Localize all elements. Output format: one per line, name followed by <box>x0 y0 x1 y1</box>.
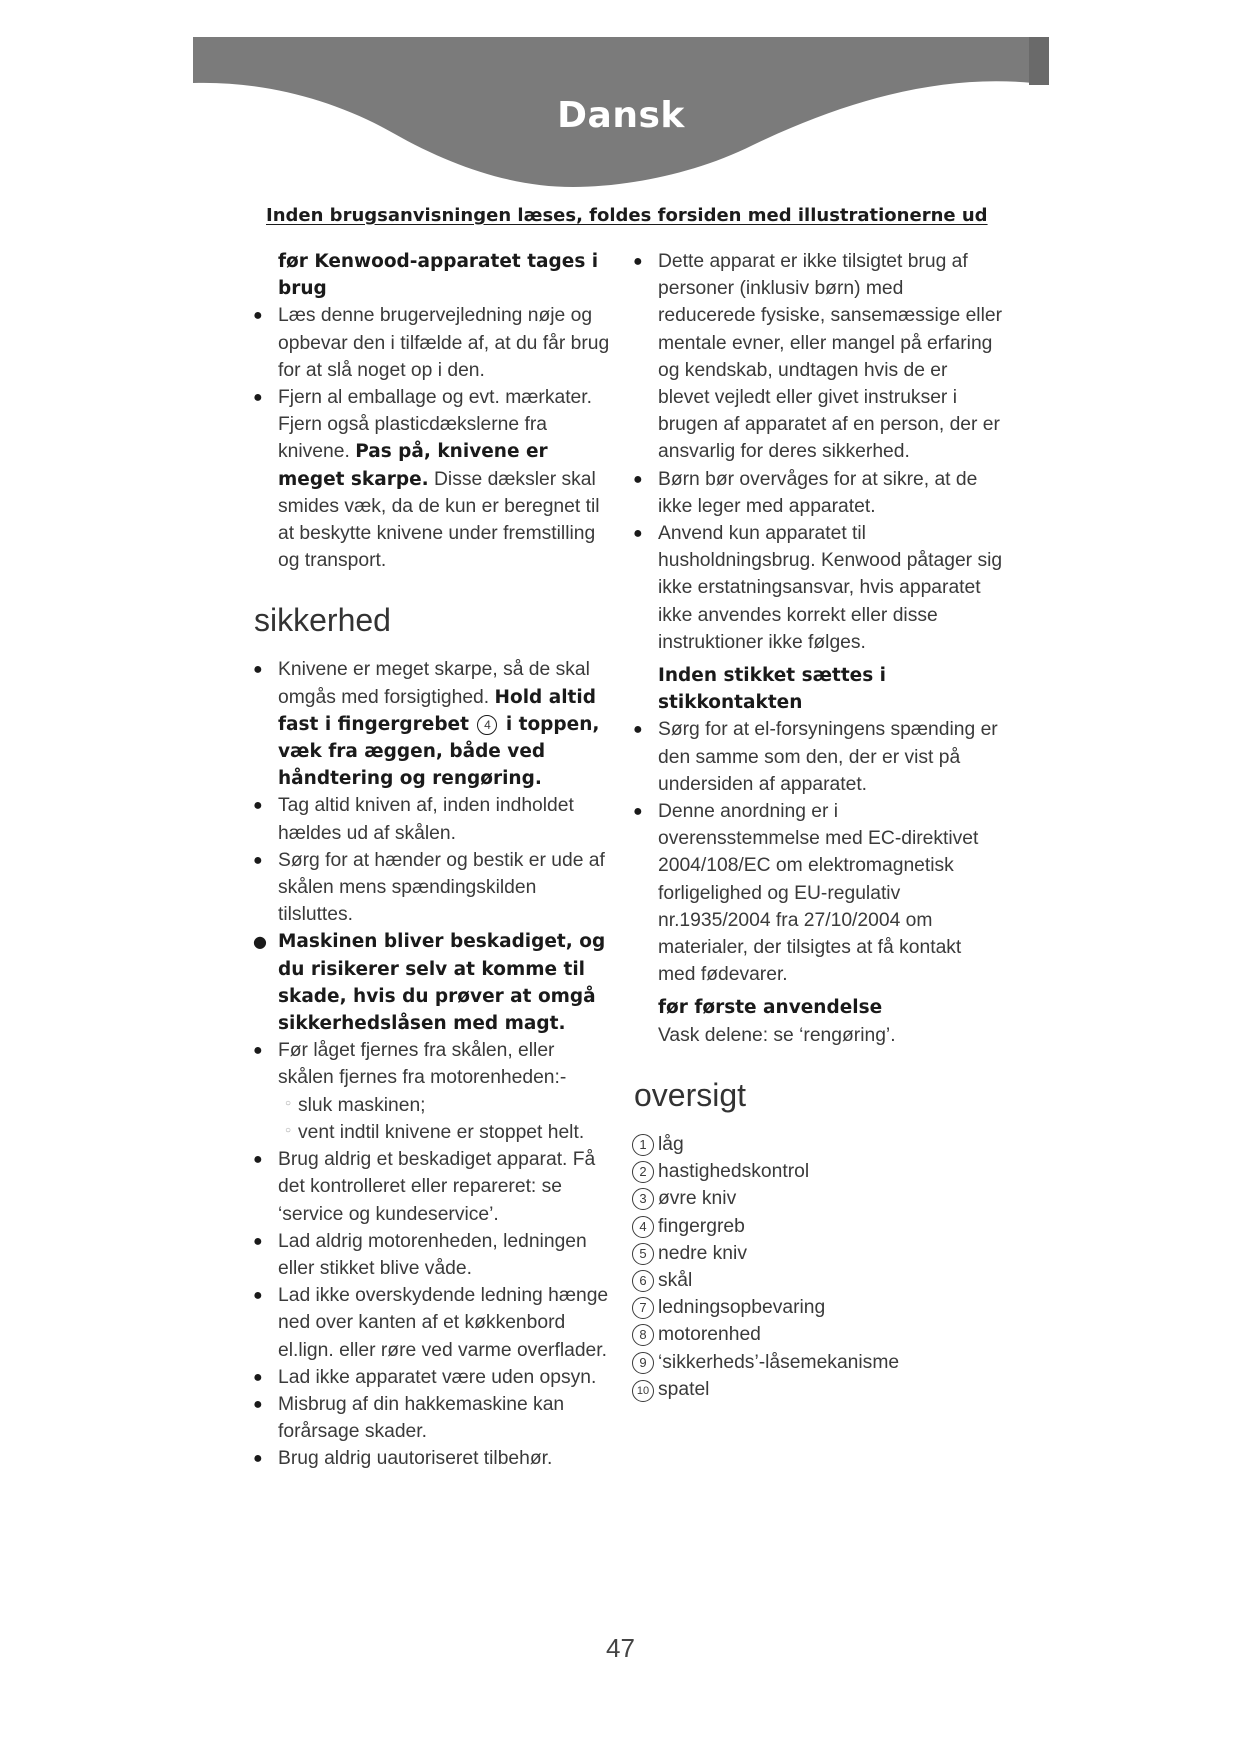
plug-heading: Inden stikket sættes i stikkontakten <box>658 665 887 714</box>
left-column <box>252 248 612 1473</box>
list-item: ● Før låget fjernes fra skålen, eller skålen fjernes fra motorenheden:- <box>252 1037 612 1091</box>
safety-heading: sikkerhed <box>254 602 391 639</box>
bullet-icon: ● <box>253 1287 263 1305</box>
list-item: ● Lad ikke overskydende ledning hænge ned over kanten af et køkkenbord el.lign. eller røre ved varme overflader. <box>252 1282 612 1364</box>
bullet-icon: ● <box>253 932 267 952</box>
overview-item: 1 låg <box>632 1131 1004 1158</box>
overview-item: 4 fingergreb <box>632 1213 1004 1240</box>
overview-item: 6 skål <box>632 1267 1004 1294</box>
number-2-icon: 2 <box>632 1161 654 1183</box>
pre-use-heading: før Kenwood-apparatet tages i brug <box>278 251 599 300</box>
sub-list-item: ○ sluk maskinen; <box>252 1092 612 1119</box>
bullet-icon: ● <box>633 803 643 821</box>
list-item: ● Sørg for at hænder og bestik er ude af skålen mens spændingskilden tilsluttes. <box>252 847 612 929</box>
overview-item: 8 motorenhed <box>632 1321 1004 1348</box>
bullet-icon: ● <box>253 1151 263 1169</box>
list-item: ● Denne anordning er i overensstemmelse med EC-direktivet 2004/108/EC om elektromagnetisk forligelighed og EU-regulativ nr.1935/2004 fra 27/10/2004 om materialer, der tilsigtes at få kontakt med fødevarer. <box>632 798 1004 988</box>
list-item: ● Knivene er meget skarpe, så de skal omgås med forsigtighed. Hold altid fast i fingergrebet 4 i toppen, væk fra æggen, både ved håndtering og rengøring. <box>252 656 612 792</box>
overview-item: 9 ‘sikkerheds’-låsemekanisme <box>632 1349 1004 1376</box>
list-item: ● Brug aldrig et beskadiget apparat. Få det kontrolleret eller repareret: se ‘service og kundeservice’. <box>252 1146 612 1228</box>
number-9-icon: 9 <box>632 1352 654 1374</box>
bullet-icon: ● <box>633 253 643 270</box>
bullet-icon: ● <box>253 661 263 679</box>
first-use-heading: før første anvendelse <box>658 997 883 1019</box>
reference-number-icon: 4 <box>477 715 497 735</box>
list-item: ● Dette apparat er ikke tilsigtet brug af personer (inklusiv børn) med reducerede fysiske, sansemæssige eller mentale evner, eller mangel på erfaring og kendskab, undtagen hvis de er blevet vejledt eller givet instrukser i brugen af apparatet af en person, der er ansvarlig for deres sikkerhed. <box>632 248 1004 466</box>
number-8-icon: 8 <box>632 1324 654 1346</box>
bullet-icon: ● <box>253 389 263 407</box>
list-item: ● Lad ikke apparatet være uden opsyn. <box>252 1364 612 1391</box>
bullet-icon: ● <box>253 1232 263 1250</box>
number-6-icon: 6 <box>632 1270 654 1292</box>
list-item: ● Sørg for at el-forsyningens spænding er den samme som den, der er vist på undersiden af apparatet. <box>632 716 1004 798</box>
list-item-warning: ● Maskinen bliver beskadiget, og du risikerer selv at komme til skade, hvis du prøver at omgå sikkerhedslåsen med magt. <box>252 928 612 1037</box>
number-10-icon: 10 <box>632 1380 654 1402</box>
list-item: ● Anvend kun apparatet til husholdningsbrug. Kenwood påtager sig ikke erstatningsansvar, hvis apparatet ikke anvendes korrekt eller disse instruktioner ikke følges. <box>632 520 1004 656</box>
right-column <box>632 248 1004 1403</box>
bullet-icon: ● <box>253 1450 263 1468</box>
number-3-icon: 3 <box>632 1188 654 1210</box>
bullet-icon: ● <box>633 721 643 739</box>
first-use-text: Vask delene: se ‘rengøring’. <box>658 1024 896 1046</box>
list-item: ● Fjern al emballage og evt. mærkater. Fjern også plasticdækslerne fra knivene. Pas på, knivene er meget skarpe. Disse dæksler skal smides væk, da de kun er beregnet til at beskytte knivene under fremstilling og transport. <box>252 384 612 574</box>
overview-heading: oversigt <box>634 1076 747 1113</box>
bullet-icon: ● <box>253 797 263 815</box>
number-5-icon: 5 <box>632 1243 654 1265</box>
bullet-icon: ● <box>633 470 643 488</box>
bullet-icon: ● <box>633 525 643 543</box>
bullet-icon: ● <box>253 1395 263 1413</box>
list-item: ● Misbrug af din hakkemaskine kan forårsage skader. <box>252 1391 612 1445</box>
overview-item: 2 hastighedskontrol <box>632 1158 1004 1185</box>
list-item: ● Børn bør overvåges for at sikre, at de ikke leger med apparatet. <box>632 466 1004 520</box>
bullet-icon: ● <box>253 851 263 869</box>
bullet-icon: ● <box>253 1042 263 1060</box>
overview-item: 10 spatel <box>632 1376 1004 1403</box>
header-band <box>193 37 1049 192</box>
list-item: ● Brug aldrig uautoriseret tilbehør. <box>252 1445 612 1472</box>
overview-item: 5 nedre kniv <box>632 1240 1004 1267</box>
number-4-icon: 4 <box>632 1216 654 1238</box>
intro-instruction: Inden brugsanvisningen læses, foldes forsiden med illustrationerne ud <box>266 205 988 226</box>
overview-item: 3 øvre kniv <box>632 1185 1004 1212</box>
overview-item: 7 ledningsopbevaring <box>632 1294 1004 1321</box>
page-language-title: Dansk <box>557 95 685 136</box>
bullet-icon: ● <box>253 307 263 325</box>
list-item: ● Lad aldrig motorenheden, ledningen eller stikket blive våde. <box>252 1228 612 1282</box>
number-7-icon: 7 <box>632 1297 654 1319</box>
hollow-bullet-icon: ○ <box>285 1124 292 1136</box>
list-item: ● Læs denne brugervejledning nøje og opbevar den i tilfælde af, at du får brug for at slå noget op i den. <box>252 302 612 384</box>
sub-list-item: ○ vent indtil knivene er stoppet helt. <box>252 1119 612 1146</box>
hollow-bullet-icon: ○ <box>285 1097 292 1109</box>
number-1-icon: 1 <box>632 1134 654 1156</box>
list-item: ● Tag altid kniven af, inden indholdet hældes ud af skålen. <box>252 792 612 846</box>
bullet-icon: ● <box>253 1368 263 1386</box>
page-number: 47 <box>606 1633 635 1663</box>
